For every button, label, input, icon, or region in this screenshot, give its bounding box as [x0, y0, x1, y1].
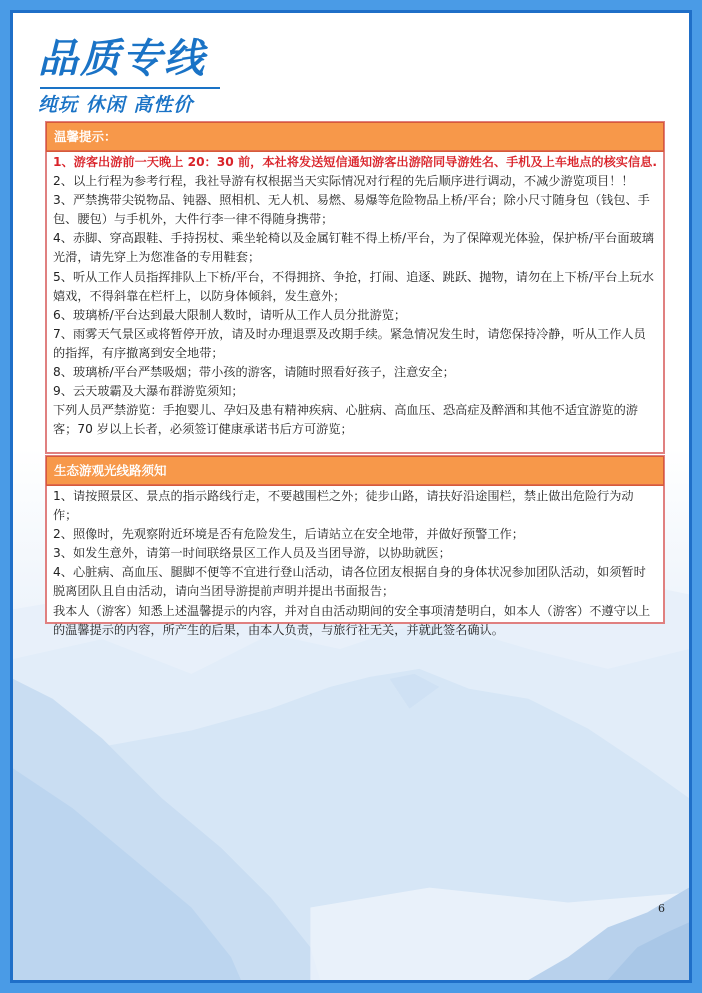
warm-tips-body [47, 151, 663, 443]
route-item-2: 2、照像时，先观察附近环境是否有危险发生，后请站立在安全地带，并做好预警工作； [53, 527, 524, 542]
tip-item-4: 4、赤脚、穿高跟鞋、手持拐杖、乘坐轮椅以及金属钉鞋不得上桥/平台，为了保障观光体验，保护桥/平台面玻璃光滑，请先穿上为您准备的专用鞋套； [53, 231, 654, 265]
route-item-3: 3、如发生意外，请第一时间联络景区工作人员及当团导游，以协助就医； [53, 546, 451, 561]
eco-route-header: 生态游观光线路须知 [47, 457, 663, 485]
brand-block [38, 35, 220, 117]
tip-item-9: 9、云天玻霸及大瀑布群游览须知； [53, 384, 244, 399]
route-item-4: 4、心脏病、高血压、腿脚不便等不宜进行登山活动，请各位团友根据自身的身体状况参加团队活动，如须暂时脱离团队且自由活动，请向当团导游提前声明并提出书面报告； [53, 565, 646, 599]
page-number: 6 [658, 902, 665, 915]
warm-tips-box [45, 121, 665, 454]
tip-restrictions: 下列人员严禁游览：手抱婴儿、孕妇及患有精神疾病、心脏病、高血压、恐高症及醉酒和其他不适宜游览的游客；70 岁以上长者，必须签订健康承诺书后方可游览； [53, 403, 638, 437]
tip-item-7: 7、雨雾天气景区或将暂停开放，请及时办理退票及改期手续。紧急情况发生时，请您保持冷静，听从工作人员的指挥，有序撤离到安全地带； [53, 326, 646, 360]
brand-divider [40, 87, 220, 89]
eco-route-notice-box [45, 455, 665, 637]
eco-route-body [47, 485, 663, 644]
page-frame [10, 10, 692, 983]
tip-item-8: 8、玻璃桥/平台严禁吸烟；带小孩的游客，请随时照看好孩子，注意安全； [53, 365, 455, 380]
tip-item-1: 1、游客出游前一天晚上 20：30 前，本社将发送短信通知游客出游陪同导游姓名、手机及上车地点的核实信息. [53, 155, 657, 169]
brand-subtitle: 纯玩 休闲 高性价 [38, 94, 194, 116]
tip-item-6: 6、玻璃桥/平台达到最大限制人数时，请听从工作人员分批游览； [53, 307, 407, 322]
tip-item-3: 3、严禁携带尖锐物品、钝器、照相机、无人机、易燃、易爆等危险物品上桥/平台；除小尺寸随身包（钱包、手包、腰包）与手机外，大件行李一律不得随身携带； [53, 193, 650, 227]
tip-item-2: 2、以上行程为参考行程，我社导游有权根据当天实际情况对行程的先后顺序进行调动，不减少游览项目！！ [53, 174, 634, 189]
tip-item-5: 5、听从工作人员指挥排队上下桥/平台，不得拥挤、争抢，打闹、追逐、跳跃、抛物，请勿在上下桥/平台上玩水嬉戏，不得斜靠在栏杆上，以防身体倾斜，发生意外； [53, 269, 654, 303]
brand-title: 品质专线 [38, 36, 206, 82]
warm-tips-header: 温馨提示： [47, 123, 663, 151]
route-item-1: 1、请按照景区、景点的指示路线行走，不要越围栏之外；徒步山路，请扶好沿途围栏，禁止做出危险行为动作； [53, 489, 634, 523]
acknowledgement-statement: 我本人（游客）知悉上述温馨提示的内容，并对自由活动期间的安全事项清楚明白，如本人（游客）不遵守以上的温馨提示的内容，所产生的后果，由本人负责，与旅行社无关，并就此签名确认。 [53, 603, 651, 637]
